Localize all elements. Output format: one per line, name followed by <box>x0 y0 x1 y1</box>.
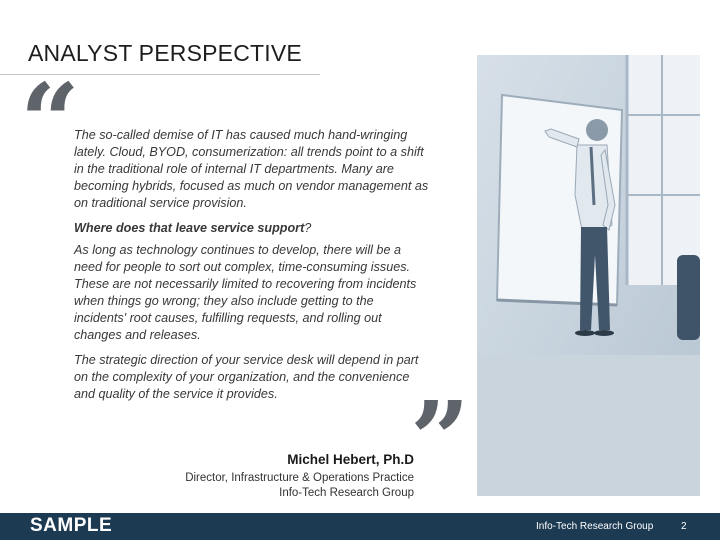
presenter-at-whiteboard-image <box>477 55 700 496</box>
quote-question <box>74 220 429 237</box>
author-title: Director, Infrastructure & Operations Practice <box>185 472 414 484</box>
quote-paragraph: The strategic direction of your service desk will depend in part on the complexity of your organization, and the convenience and quality of the service it provides. <box>74 352 419 401</box>
author-organization: Info-Tech Research Group <box>279 487 414 499</box>
quote-body <box>74 127 429 411</box>
page-number: 2 <box>681 521 687 532</box>
footer-company-name: Info-Tech Research Group <box>536 521 654 532</box>
open-quote-icon: “ <box>20 60 80 183</box>
page-title: ANALYST PERSPECTIVE <box>28 40 302 66</box>
quote-paragraph: As long as technology continues to develop, there will be a need for people to sort out complex, time-consuming issues. These are not necessarily limited to recovering from incidents when things go wrong; they also include getting to the incidents' root causes, fulfilling requests, and rolling out changes and releases. <box>74 243 417 342</box>
question-mark: ? <box>304 220 312 235</box>
footer-sample-label: SAMPLE <box>30 515 113 536</box>
footer-bar <box>0 513 720 540</box>
author-name: Michel Hebert, Ph.D <box>287 452 414 467</box>
close-quote-icon: ” <box>410 378 470 501</box>
author-block <box>185 452 414 501</box>
quote-paragraph: The so-called demise of IT has caused much hand-wringing lately. Cloud, BYOD, consumerization: all trends point to a shift in the traditional role of internal IT departments. Many are becoming hybrids, focused as much on vendor management as on traditional service provision. <box>74 128 429 210</box>
question-bold-text: Where does that leave service support <box>74 220 305 235</box>
